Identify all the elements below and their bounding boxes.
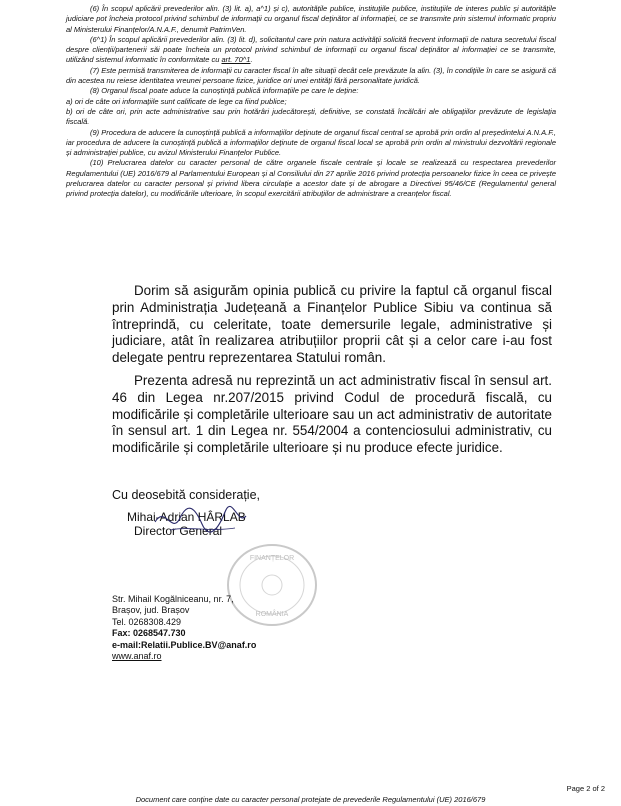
paragraph-6-1-end: . [250,55,253,65]
handwritten-signature [150,500,250,540]
svg-text:FINANȚELOR: FINANȚELOR [249,555,295,562]
legal-excerpt [66,4,556,200]
closing-salutation: Cu deosebită considerație, [112,488,261,502]
address-street: Str. Mihail Kogălniceanu, nr. 7, [112,594,234,604]
address-city: Brașov, jud. Brașov [112,605,190,616]
body-paragraph-1: Dorim să asigurăm opinia publică cu privire la faptul că organul fiscal prin Administrația Județeană a Finanțelor Publice Sibiu va continua să întreprindă, cu celeritate, toate demersurile legale, administrative și judiciare, atât în realizarea atribuțiilor proprii cât și a celor care i-au fost delegate pentru reprezentarea Statului român. [112,283,552,366]
article-70-1-link[interactable]: art. 70^1 [221,55,251,65]
website-link[interactable]: www.anaf.ro [112,651,162,662]
paragraph-6-1-text: (6^1) În scopul aplicării prevederilor alin. (3) lit. d), solicitantul care prin natura activității solicită frecvent informații de natura secretului fiscal despre clienții/partenerii săi poate încheia un protocol privind schimbul de informații cu organul fiscal deținător al informației ce se transmite, utilizând sistemul informatic în conformitate cu [66,34,556,65]
address-phone: Tel. 0268308.429 [112,616,182,627]
paragraph-6: (6) În scopul aplicării prevederilor alin. (3) lit. a), a^1) și c), autoritățile publice, instituțiile publice, instituțiile de interes public și autoritățile judiciare pot încheia protocol privind schimbul de informații cu organul fiscal deținător al informației, ce se transmite prin sistemul informatic propriu al Ministerului Finanțelor/A.N.A.F., denumit PatrimVen. [66,4,556,34]
paragraph-8a: a) ori de câte ori informațiile sunt calificate de lege ca fiind publice; [66,96,287,106]
svg-text:ROMÂNIA: ROMÂNIA [255,611,289,618]
address-fax: Fax: 0268547.730 [112,628,186,639]
body-paragraph-2: Prezenta adresă nu reprezintă un act administrativ fiscal în sensul art. 46 din Legea nr.207/2015 privind Codul de procedură fiscală, cu modificările și completările ulterioare sau un act administrativ de autoritate în sensul art. 1 din Legea nr. 554/2004 a contenciosului administrativ, cu modificările și completările ulterioare și nu produce efecte juridice. [112,373,552,456]
footer-disclaimer: Document care conține date cu caracter personal protejate de prevederile Regulamentului (UE) 2016/679 [135,795,486,804]
paragraph-7: (7) Este permisă transmiterea de informații cu caracter fiscal în alte situații decât cele prevăzute la alin. (3), în condițiile în care se asigură că din acestea nu reiese identitatea vreunei persoane fizice, juridice ori unei entități fără personalitate juridică. [66,65,556,86]
paragraph-8b: b) ori de câte ori, prin acte administrative sau prin hotărâri judecătorești, definitive, se constată încălcări ale obligațiilor prevăzute de legislația fiscală. [66,106,556,127]
paragraph-9: (9) Procedura de aducere la cunoștință publică a informațiilor deținute de organul fiscal central se aprobă prin ordin al președintelui A.N.A.F., iar procedura de aducere la cunoștință publică a informațiilor deținute de organul fiscal local se aprobă prin ordin al ministrului dezvoltării regionale și administrației publice, cu avizul Ministerului Finanțelor Publice. [66,127,556,158]
page-number: Page 2 of 2 [566,784,605,793]
signatory-name: Mihai-Adrian HÂRLAB [127,510,246,524]
address-email[interactable]: e-mail:Relatii.Publice.BV@anaf.ro [112,639,257,650]
paragraph-6-1 [66,35,556,66]
signatory-title: Director General [134,524,223,538]
paragraph-8: (8) Organul fiscal poate aduce la cunoștință publică informațiile pe care le deține: [90,86,359,96]
paragraph-10: (10) Prelucrarea datelor cu caracter personal de către organele fiscale centrale și locale se realizează cu respectarea prevederilor Regulamentului (UE) 2016/679 al Parlamentului European și al Consiliului din 27 aprilie 2016 privind protecția persoanelor fizice în ceea ce privește prelucrarea datelor cu caracter personal și privind libera circulație a acestor date și de abrogare a Directivei 95/46/CE (Regulamentul general privind protecția datelor), cu modificările ulterioare, în scopul exercitării atribuțiilor de administrare a creanțelor fiscal. [66,158,556,199]
address-block [112,594,256,662]
